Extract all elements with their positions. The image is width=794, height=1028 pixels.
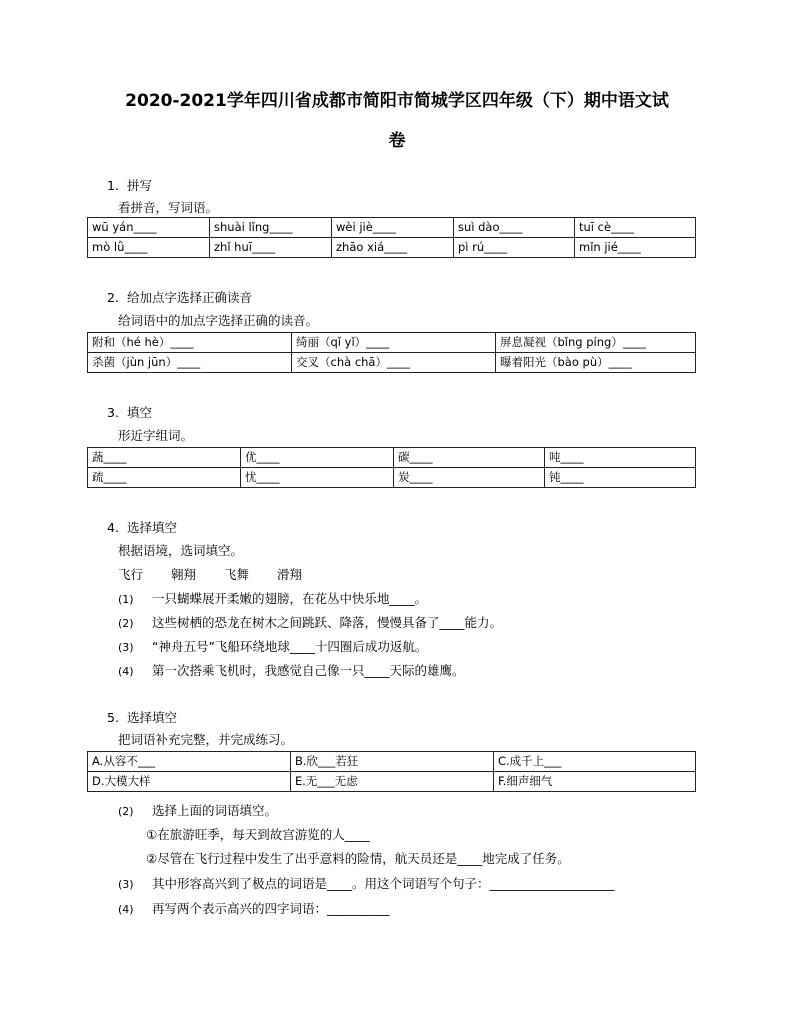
- question-4-instruction: 根据语境，选词填空。: [118, 543, 244, 558]
- word-choice: 飞行: [118, 567, 144, 582]
- table-row: [88, 218, 696, 238]
- item-text[interactable]: 其中形容高兴到了极点的词语是____。用这个词语写个句子：____________________: [151, 876, 615, 891]
- character-cell[interactable]: 炭____: [394, 468, 545, 488]
- character-cell[interactable]: 吨____: [545, 448, 696, 468]
- idiom-cell[interactable]: A.从容不___: [88, 752, 291, 772]
- question-3-instruction: 形近字组词。: [118, 428, 194, 443]
- exam-title-line2: 卷: [388, 131, 406, 151]
- item-number: (3): [118, 641, 134, 654]
- question-number: 5.: [107, 710, 119, 725]
- item-number: (2): [118, 805, 134, 818]
- pronunciation-cell[interactable]: 杀菌（jùn jūn）____: [88, 353, 292, 373]
- idiom-cell[interactable]: E.无___无虑: [291, 772, 494, 792]
- question-title: 给加点字选择正确读音: [126, 290, 252, 305]
- character-cell[interactable]: 碳____: [394, 448, 545, 468]
- pinyin-cell[interactable]: tuī cè____: [575, 218, 696, 238]
- pronunciation-cell[interactable]: 绮丽（qǐ yǐ）____: [292, 333, 496, 353]
- item-text: 选择上面的词语填空。: [151, 803, 277, 818]
- exercise-item: [118, 899, 390, 917]
- pronunciation-cell[interactable]: 附和（hé hè）____: [88, 333, 292, 353]
- fill-item: [118, 589, 427, 607]
- idiom-cell[interactable]: F.细声细气: [494, 772, 696, 792]
- pinyin-table: [87, 217, 696, 258]
- table-row: [88, 468, 696, 488]
- item-number: (3): [118, 878, 134, 891]
- question-number: 3.: [107, 405, 119, 420]
- question-number: 4.: [107, 520, 119, 535]
- exercise-subitem[interactable]: ①在旅游旺季，每天到故宫游览的人____: [146, 827, 370, 842]
- pinyin-cell[interactable]: zhāo xiá____: [332, 238, 454, 258]
- question-1-heading: [107, 176, 152, 194]
- question-5-heading: [107, 708, 177, 726]
- pinyin-cell[interactable]: suì dào____: [454, 218, 575, 238]
- question-number: 2.: [107, 290, 119, 305]
- table-row: [88, 353, 696, 373]
- word-choice: 翱翔: [171, 567, 197, 582]
- question-2-instruction: 给词语中的加点字选择正确的读音。: [118, 313, 319, 328]
- idiom-cell[interactable]: D.大模大样: [88, 772, 291, 792]
- fill-item: [118, 613, 502, 631]
- pinyin-cell[interactable]: wèi jiè____: [332, 218, 454, 238]
- idiom-cell[interactable]: B.欣___若狂: [291, 752, 494, 772]
- pinyin-cell[interactable]: pì rú____: [454, 238, 575, 258]
- exercise-subitem[interactable]: ②尽管在飞行过程中发生了出乎意料的险情，航天员还是____地完成了任务。: [146, 851, 570, 866]
- character-cell[interactable]: 钝____: [545, 468, 696, 488]
- question-5-instruction: 把词语补充完整，并完成练习。: [118, 732, 294, 747]
- fill-item: [118, 661, 465, 679]
- item-number: (2): [118, 617, 134, 630]
- item-text[interactable]: “神舟五号”飞船环绕地球____十四圈后成功返航。: [151, 639, 428, 654]
- table-row: [88, 238, 696, 258]
- pronunciation-cell[interactable]: 曝着阳光（bào pù）____: [496, 353, 696, 373]
- table-row: [88, 752, 696, 772]
- idiom-table: [87, 751, 696, 792]
- exercise-item: [118, 874, 615, 892]
- character-cell[interactable]: 优____: [241, 448, 394, 468]
- character-cell[interactable]: 蔬____: [88, 448, 241, 468]
- exercise-item: [118, 801, 277, 819]
- table-row: [88, 448, 696, 468]
- exam-title-line1: 2020-2021学年四川省成都市简阳市简城学区四年级（下）期中语文试: [125, 91, 669, 111]
- pinyin-cell[interactable]: mǐn jié____: [575, 238, 696, 258]
- table-row: [88, 772, 696, 792]
- pronunciation-table: [87, 332, 696, 373]
- word-choice: 飞舞: [224, 567, 250, 582]
- question-number: 1.: [107, 178, 119, 193]
- pinyin-cell[interactable]: shuài lǐng____: [210, 218, 332, 238]
- question-3-heading: [107, 403, 152, 421]
- item-text[interactable]: 再写两个表示高兴的四字词语：__________: [151, 901, 390, 916]
- item-number: (4): [118, 903, 134, 916]
- idiom-cell[interactable]: C.成千上___: [494, 752, 696, 772]
- item-number: (4): [118, 665, 134, 678]
- pronunciation-cell[interactable]: 交叉（chà chā）____: [292, 353, 496, 373]
- fill-item: [118, 637, 427, 655]
- similar-characters-table: [87, 447, 696, 488]
- question-title: 选择填空: [126, 520, 177, 535]
- question-title: 填空: [126, 405, 152, 420]
- word-choices: [118, 565, 326, 583]
- word-choice: 滑翔: [277, 567, 303, 582]
- question-2-heading: [107, 288, 252, 306]
- pinyin-cell[interactable]: zhǐ huī____: [210, 238, 332, 258]
- table-row: [88, 333, 696, 353]
- question-1-instruction: 看拼音，写词语。: [118, 200, 219, 215]
- pinyin-cell[interactable]: wū yán____: [88, 218, 210, 238]
- item-text[interactable]: 这些树栖的恐龙在树木之间跳跃、降落，慢慢具备了____能力。: [151, 615, 502, 630]
- item-number: (1): [118, 593, 134, 606]
- character-cell[interactable]: 忧____: [241, 468, 394, 488]
- pinyin-cell[interactable]: mò lǜ____: [88, 238, 210, 258]
- question-4-heading: [107, 518, 177, 536]
- item-text[interactable]: 一只蝴蝶展开柔嫩的翅膀，在花丛中快乐地____。: [151, 591, 427, 606]
- item-text[interactable]: 第一次搭乘飞机时，我感觉自己像一只____天际的雄鹰。: [151, 663, 465, 678]
- pronunciation-cell[interactable]: 屏息凝视（bǐng píng）____: [496, 333, 696, 353]
- question-title: 选择填空: [126, 710, 177, 725]
- question-title: 拼写: [126, 178, 152, 193]
- character-cell[interactable]: 疏____: [88, 468, 241, 488]
